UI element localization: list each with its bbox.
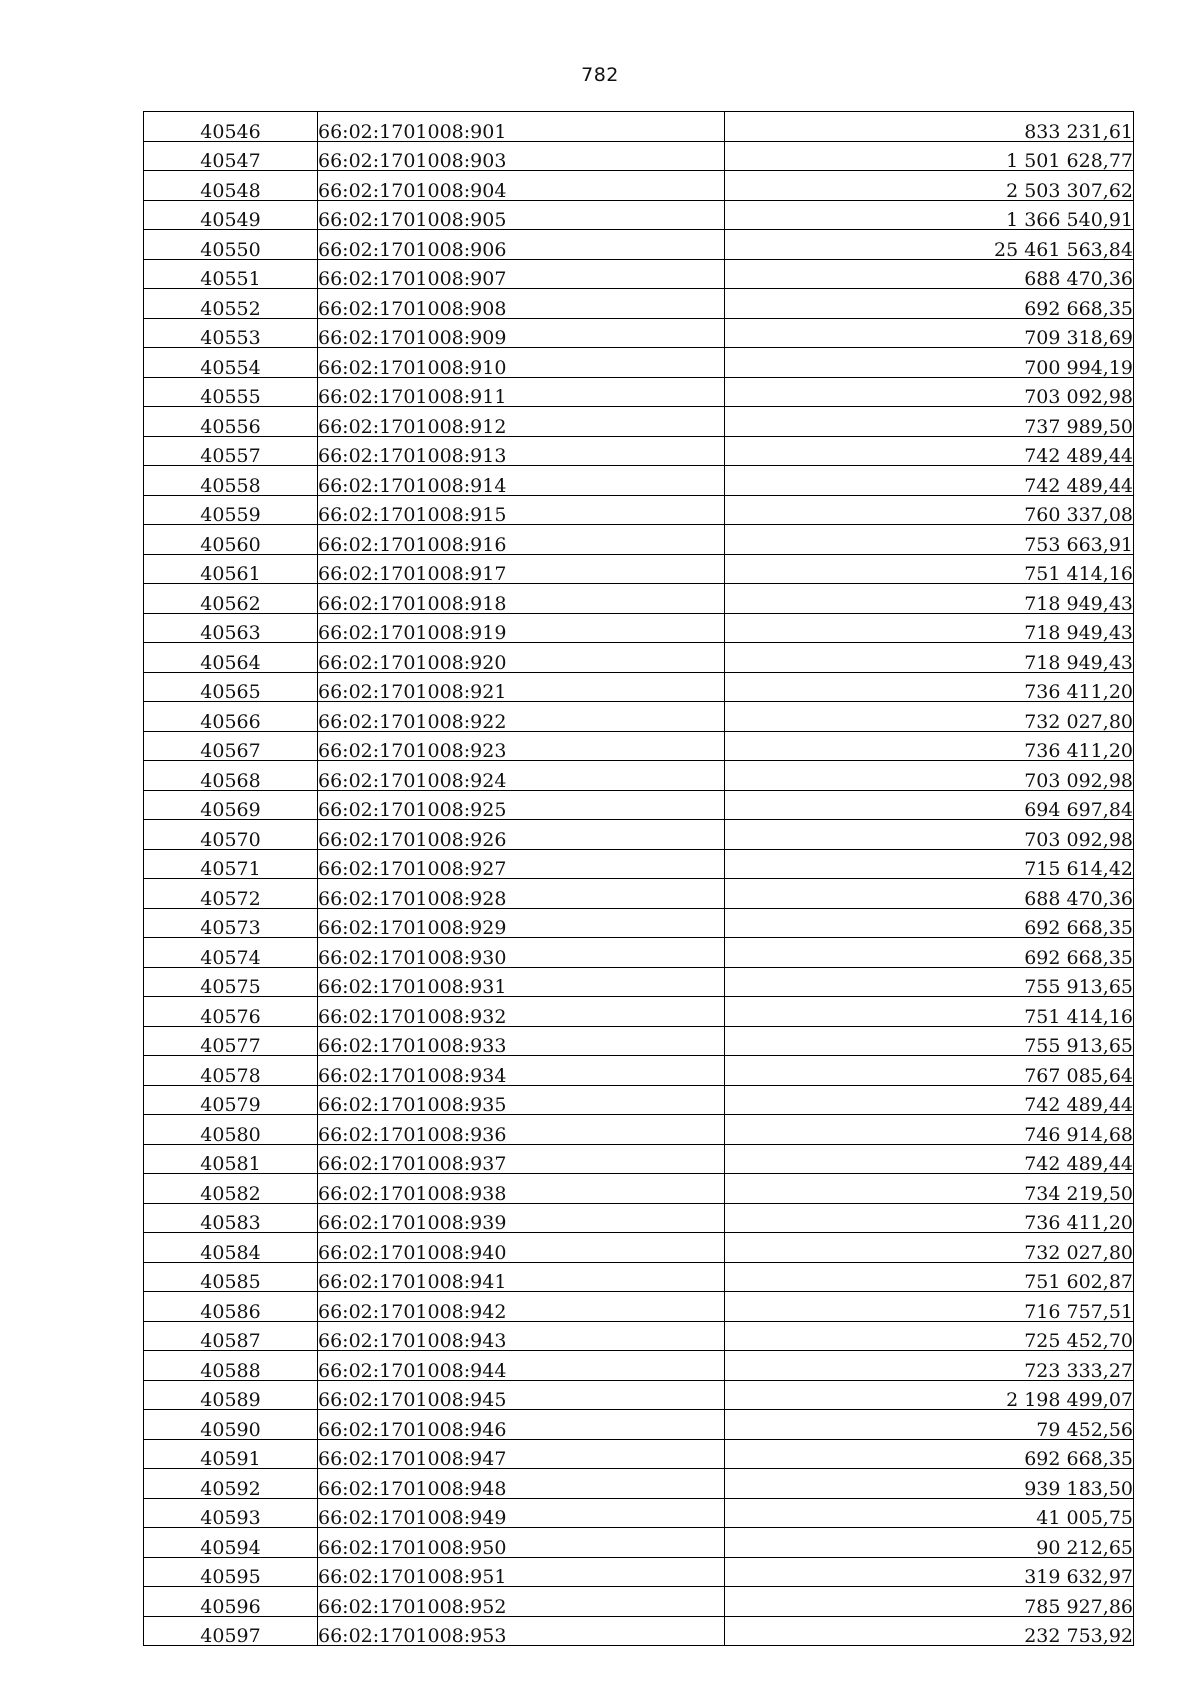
- table-row: [144, 1439, 1134, 1469]
- cadastral-number-cell: 66:02:1701008:930: [318, 938, 725, 968]
- cadastral-value-cell: 725 452,70: [725, 1321, 1134, 1351]
- cadastral-number-cell: 66:02:1701008:922: [318, 702, 725, 732]
- cadastral-value-cell: 700 994,19: [725, 348, 1134, 378]
- row-number-cell: 40572: [144, 879, 318, 909]
- cadastral-number-cell: 66:02:1701008:938: [318, 1174, 725, 1204]
- row-number-cell: 40553: [144, 318, 318, 348]
- cadastral-number-cell: 66:02:1701008:905: [318, 200, 725, 230]
- cadastral-value-cell: 746 914,68: [725, 1115, 1134, 1145]
- cadastral-number-cell: 66:02:1701008:950: [318, 1528, 725, 1558]
- cadastral-number-cell: 66:02:1701008:945: [318, 1380, 725, 1410]
- cadastral-number-cell: 66:02:1701008:952: [318, 1587, 725, 1617]
- cadastral-number-cell: 66:02:1701008:948: [318, 1469, 725, 1499]
- table-row: [144, 436, 1134, 466]
- table-row: [144, 1469, 1134, 1499]
- row-number-cell: 40583: [144, 1203, 318, 1233]
- table-row: [144, 849, 1134, 879]
- row-number-cell: 40584: [144, 1233, 318, 1263]
- row-number-cell: 40590: [144, 1410, 318, 1440]
- table-row: [144, 1616, 1134, 1646]
- cadastral-value-cell: 767 085,64: [725, 1056, 1134, 1086]
- cadastral-value-cell: 319 632,97: [725, 1557, 1134, 1587]
- table-row: [144, 1262, 1134, 1292]
- table-row: [144, 407, 1134, 437]
- row-number-cell: 40587: [144, 1321, 318, 1351]
- row-number-cell: 40546: [144, 112, 318, 142]
- cadastral-value-cell: 232 753,92: [725, 1616, 1134, 1646]
- row-number-cell: 40589: [144, 1380, 318, 1410]
- cadastral-number-cell: 66:02:1701008:906: [318, 230, 725, 260]
- row-number-cell: 40566: [144, 702, 318, 732]
- row-number-cell: 40588: [144, 1351, 318, 1381]
- cadastral-value-cell: 692 668,35: [725, 908, 1134, 938]
- cadastral-value-cell: 753 663,91: [725, 525, 1134, 555]
- cadastral-number-cell: 66:02:1701008:929: [318, 908, 725, 938]
- table-row: [144, 997, 1134, 1027]
- row-number-cell: 40562: [144, 584, 318, 614]
- row-number-cell: 40567: [144, 731, 318, 761]
- cadastral-value-cell: 688 470,36: [725, 259, 1134, 289]
- row-number-cell: 40554: [144, 348, 318, 378]
- table-row: [144, 1410, 1134, 1440]
- cadastral-number-cell: 66:02:1701008:947: [318, 1439, 725, 1469]
- row-number-cell: 40571: [144, 849, 318, 879]
- row-number-cell: 40576: [144, 997, 318, 1027]
- table-row: [144, 200, 1134, 230]
- row-number-cell: 40560: [144, 525, 318, 555]
- row-number-cell: 40556: [144, 407, 318, 437]
- cadastral-number-cell: 66:02:1701008:917: [318, 554, 725, 584]
- row-number-cell: 40593: [144, 1498, 318, 1528]
- cadastral-value-cell: 694 697,84: [725, 790, 1134, 820]
- table-row: [144, 1174, 1134, 1204]
- cadastral-number-cell: 66:02:1701008:915: [318, 495, 725, 525]
- table-row: [144, 1115, 1134, 1145]
- row-number-cell: 40579: [144, 1085, 318, 1115]
- row-number-cell: 40577: [144, 1026, 318, 1056]
- table-row: [144, 1292, 1134, 1322]
- cadastral-number-cell: 66:02:1701008:911: [318, 377, 725, 407]
- table-row: [144, 466, 1134, 496]
- cadastral-number-cell: 66:02:1701008:936: [318, 1115, 725, 1145]
- row-number-cell: 40555: [144, 377, 318, 407]
- row-number-cell: 40549: [144, 200, 318, 230]
- cadastral-number-cell: 66:02:1701008:927: [318, 849, 725, 879]
- cadastral-value-cell: 703 092,98: [725, 377, 1134, 407]
- cadastral-number-cell: 66:02:1701008:949: [318, 1498, 725, 1528]
- table-row: [144, 1321, 1134, 1351]
- cadastral-number-cell: 66:02:1701008:921: [318, 672, 725, 702]
- table-row: [144, 879, 1134, 909]
- row-number-cell: 40552: [144, 289, 318, 319]
- row-number-cell: 40559: [144, 495, 318, 525]
- table-row: [144, 377, 1134, 407]
- cadastral-value-cell: 703 092,98: [725, 820, 1134, 850]
- table-row: [144, 1056, 1134, 1086]
- table-row: [144, 731, 1134, 761]
- cadastral-value-cell: 692 668,35: [725, 938, 1134, 968]
- cadastral-number-cell: 66:02:1701008:901: [318, 112, 725, 142]
- cadastral-value-cell: 732 027,80: [725, 702, 1134, 732]
- table-row: [144, 613, 1134, 643]
- cadastral-value-cell: 41 005,75: [725, 1498, 1134, 1528]
- cadastral-number-cell: 66:02:1701008:942: [318, 1292, 725, 1322]
- cadastral-value-cell: 736 411,20: [725, 731, 1134, 761]
- cadastral-value-cell: 715 614,42: [725, 849, 1134, 879]
- row-number-cell: 40581: [144, 1144, 318, 1174]
- cadastral-value-cell: 755 913,65: [725, 967, 1134, 997]
- table-row: [144, 820, 1134, 850]
- cadastral-value-cell: 742 489,44: [725, 466, 1134, 496]
- table-row: [144, 1557, 1134, 1587]
- row-number-cell: 40558: [144, 466, 318, 496]
- table-row: [144, 259, 1134, 289]
- cadastral-value-cell: 716 757,51: [725, 1292, 1134, 1322]
- cadastral-number-cell: 66:02:1701008:907: [318, 259, 725, 289]
- table-row: [144, 112, 1134, 142]
- table-row: [144, 554, 1134, 584]
- cadastral-number-cell: 66:02:1701008:916: [318, 525, 725, 555]
- cadastral-number-cell: 66:02:1701008:934: [318, 1056, 725, 1086]
- row-number-cell: 40564: [144, 643, 318, 673]
- cadastral-value-cell: 692 668,35: [725, 1439, 1134, 1469]
- table-row: [144, 1351, 1134, 1381]
- row-number-cell: 40580: [144, 1115, 318, 1145]
- row-number-cell: 40550: [144, 230, 318, 260]
- cadastral-number-cell: 66:02:1701008:904: [318, 171, 725, 201]
- row-number-cell: 40575: [144, 967, 318, 997]
- cadastral-value-cell: 2 503 307,62: [725, 171, 1134, 201]
- cadastral-value-cell: 718 949,43: [725, 643, 1134, 673]
- cadastral-value-cell: 785 927,86: [725, 1587, 1134, 1617]
- cadastral-value-cell: 742 489,44: [725, 436, 1134, 466]
- cadastral-value-cell: 692 668,35: [725, 289, 1134, 319]
- cadastral-value-cell: 737 989,50: [725, 407, 1134, 437]
- table-row: [144, 289, 1134, 319]
- cadastral-value-cell: 709 318,69: [725, 318, 1134, 348]
- cadastral-number-cell: 66:02:1701008:931: [318, 967, 725, 997]
- cadastral-value-cell: 90 212,65: [725, 1528, 1134, 1558]
- row-number-cell: 40585: [144, 1262, 318, 1292]
- table-row: [144, 643, 1134, 673]
- cadastral-number-cell: 66:02:1701008:913: [318, 436, 725, 466]
- cadastral-number-cell: 66:02:1701008:903: [318, 141, 725, 171]
- cadastral-value-cell: 760 337,08: [725, 495, 1134, 525]
- cadastral-value-cell: 742 489,44: [725, 1085, 1134, 1115]
- cadastral-value-cell: 751 602,87: [725, 1262, 1134, 1292]
- table-row: [144, 1233, 1134, 1263]
- cadastral-number-cell: 66:02:1701008:926: [318, 820, 725, 850]
- cadastral-value-cell: 736 411,20: [725, 1203, 1134, 1233]
- cadastral-value-cell: 734 219,50: [725, 1174, 1134, 1204]
- cadastral-value-cell: 732 027,80: [725, 1233, 1134, 1263]
- table-row: [144, 1587, 1134, 1617]
- cadastral-number-cell: 66:02:1701008:944: [318, 1351, 725, 1381]
- row-number-cell: 40570: [144, 820, 318, 850]
- cadastral-number-cell: 66:02:1701008:946: [318, 1410, 725, 1440]
- cadastral-value-cell: 833 231,61: [725, 112, 1134, 142]
- cadastral-number-cell: 66:02:1701008:920: [318, 643, 725, 673]
- cadastral-number-cell: 66:02:1701008:953: [318, 1616, 725, 1646]
- page-number: 782: [581, 64, 619, 86]
- cadastral-value-table: [143, 111, 1134, 1646]
- cadastral-value-cell: 742 489,44: [725, 1144, 1134, 1174]
- table-row: [144, 1026, 1134, 1056]
- cadastral-number-cell: 66:02:1701008:919: [318, 613, 725, 643]
- row-number-cell: 40586: [144, 1292, 318, 1322]
- table-row: [144, 1144, 1134, 1174]
- row-number-cell: 40574: [144, 938, 318, 968]
- cadastral-number-cell: 66:02:1701008:940: [318, 1233, 725, 1263]
- row-number-cell: 40547: [144, 141, 318, 171]
- cadastral-number-cell: 66:02:1701008:924: [318, 761, 725, 791]
- table-row: [144, 171, 1134, 201]
- cadastral-number-cell: 66:02:1701008:910: [318, 348, 725, 378]
- row-number-cell: 40596: [144, 1587, 318, 1617]
- row-number-cell: 40597: [144, 1616, 318, 1646]
- cadastral-value-cell: 79 452,56: [725, 1410, 1134, 1440]
- table-row: [144, 938, 1134, 968]
- cadastral-number-cell: 66:02:1701008:932: [318, 997, 725, 1027]
- cadastral-value-cell: 703 092,98: [725, 761, 1134, 791]
- row-number-cell: 40569: [144, 790, 318, 820]
- row-number-cell: 40551: [144, 259, 318, 289]
- table-row: [144, 1203, 1134, 1233]
- table-row: [144, 141, 1134, 171]
- cadastral-number-cell: 66:02:1701008:939: [318, 1203, 725, 1233]
- table-row: [144, 702, 1134, 732]
- table-row: [144, 584, 1134, 614]
- table-row: [144, 1380, 1134, 1410]
- table-row: [144, 525, 1134, 555]
- cadastral-number-cell: 66:02:1701008:935: [318, 1085, 725, 1115]
- cadastral-value-cell: 751 414,16: [725, 554, 1134, 584]
- table-row: [144, 1498, 1134, 1528]
- table-row: [144, 672, 1134, 702]
- cadastral-number-cell: 66:02:1701008:914: [318, 466, 725, 496]
- row-number-cell: 40582: [144, 1174, 318, 1204]
- cadastral-number-cell: 66:02:1701008:908: [318, 289, 725, 319]
- cadastral-value-cell: 718 949,43: [725, 613, 1134, 643]
- cadastral-value-cell: 723 333,27: [725, 1351, 1134, 1381]
- table-row: [144, 348, 1134, 378]
- cadastral-number-cell: 66:02:1701008:941: [318, 1262, 725, 1292]
- cadastral-number-cell: 66:02:1701008:943: [318, 1321, 725, 1351]
- table-row: [144, 761, 1134, 791]
- row-number-cell: 40561: [144, 554, 318, 584]
- row-number-cell: 40578: [144, 1056, 318, 1086]
- cadastral-number-cell: 66:02:1701008:933: [318, 1026, 725, 1056]
- cadastral-number-cell: 66:02:1701008:909: [318, 318, 725, 348]
- row-number-cell: 40573: [144, 908, 318, 938]
- row-number-cell: 40594: [144, 1528, 318, 1558]
- row-number-cell: 40595: [144, 1557, 318, 1587]
- cadastral-number-cell: 66:02:1701008:937: [318, 1144, 725, 1174]
- table-row: [144, 967, 1134, 997]
- row-number-cell: 40592: [144, 1469, 318, 1499]
- row-number-cell: 40565: [144, 672, 318, 702]
- cadastral-number-cell: 66:02:1701008:912: [318, 407, 725, 437]
- table-row: [144, 230, 1134, 260]
- cadastral-value-cell: 1 501 628,77: [725, 141, 1134, 171]
- table-row: [144, 1085, 1134, 1115]
- cadastral-value-cell: 718 949,43: [725, 584, 1134, 614]
- cadastral-value-cell: 1 366 540,91: [725, 200, 1134, 230]
- row-number-cell: 40568: [144, 761, 318, 791]
- table-row: [144, 908, 1134, 938]
- cadastral-number-cell: 66:02:1701008:951: [318, 1557, 725, 1587]
- cadastral-value-cell: 939 183,50: [725, 1469, 1134, 1499]
- cadastral-value-cell: 736 411,20: [725, 672, 1134, 702]
- cadastral-value-cell: 2 198 499,07: [725, 1380, 1134, 1410]
- cadastral-value-cell: 688 470,36: [725, 879, 1134, 909]
- cadastral-number-cell: 66:02:1701008:928: [318, 879, 725, 909]
- table-row: [144, 318, 1134, 348]
- row-number-cell: 40557: [144, 436, 318, 466]
- cadastral-value-cell: 755 913,65: [725, 1026, 1134, 1056]
- cadastral-number-cell: 66:02:1701008:923: [318, 731, 725, 761]
- table-row: [144, 790, 1134, 820]
- table-body: [144, 112, 1134, 1646]
- row-number-cell: 40548: [144, 171, 318, 201]
- cadastral-value-cell: 751 414,16: [725, 997, 1134, 1027]
- cadastral-number-cell: 66:02:1701008:918: [318, 584, 725, 614]
- row-number-cell: 40591: [144, 1439, 318, 1469]
- table-row: [144, 495, 1134, 525]
- cadastral-value-cell: 25 461 563,84: [725, 230, 1134, 260]
- table-row: [144, 1528, 1134, 1558]
- row-number-cell: 40563: [144, 613, 318, 643]
- cadastral-number-cell: 66:02:1701008:925: [318, 790, 725, 820]
